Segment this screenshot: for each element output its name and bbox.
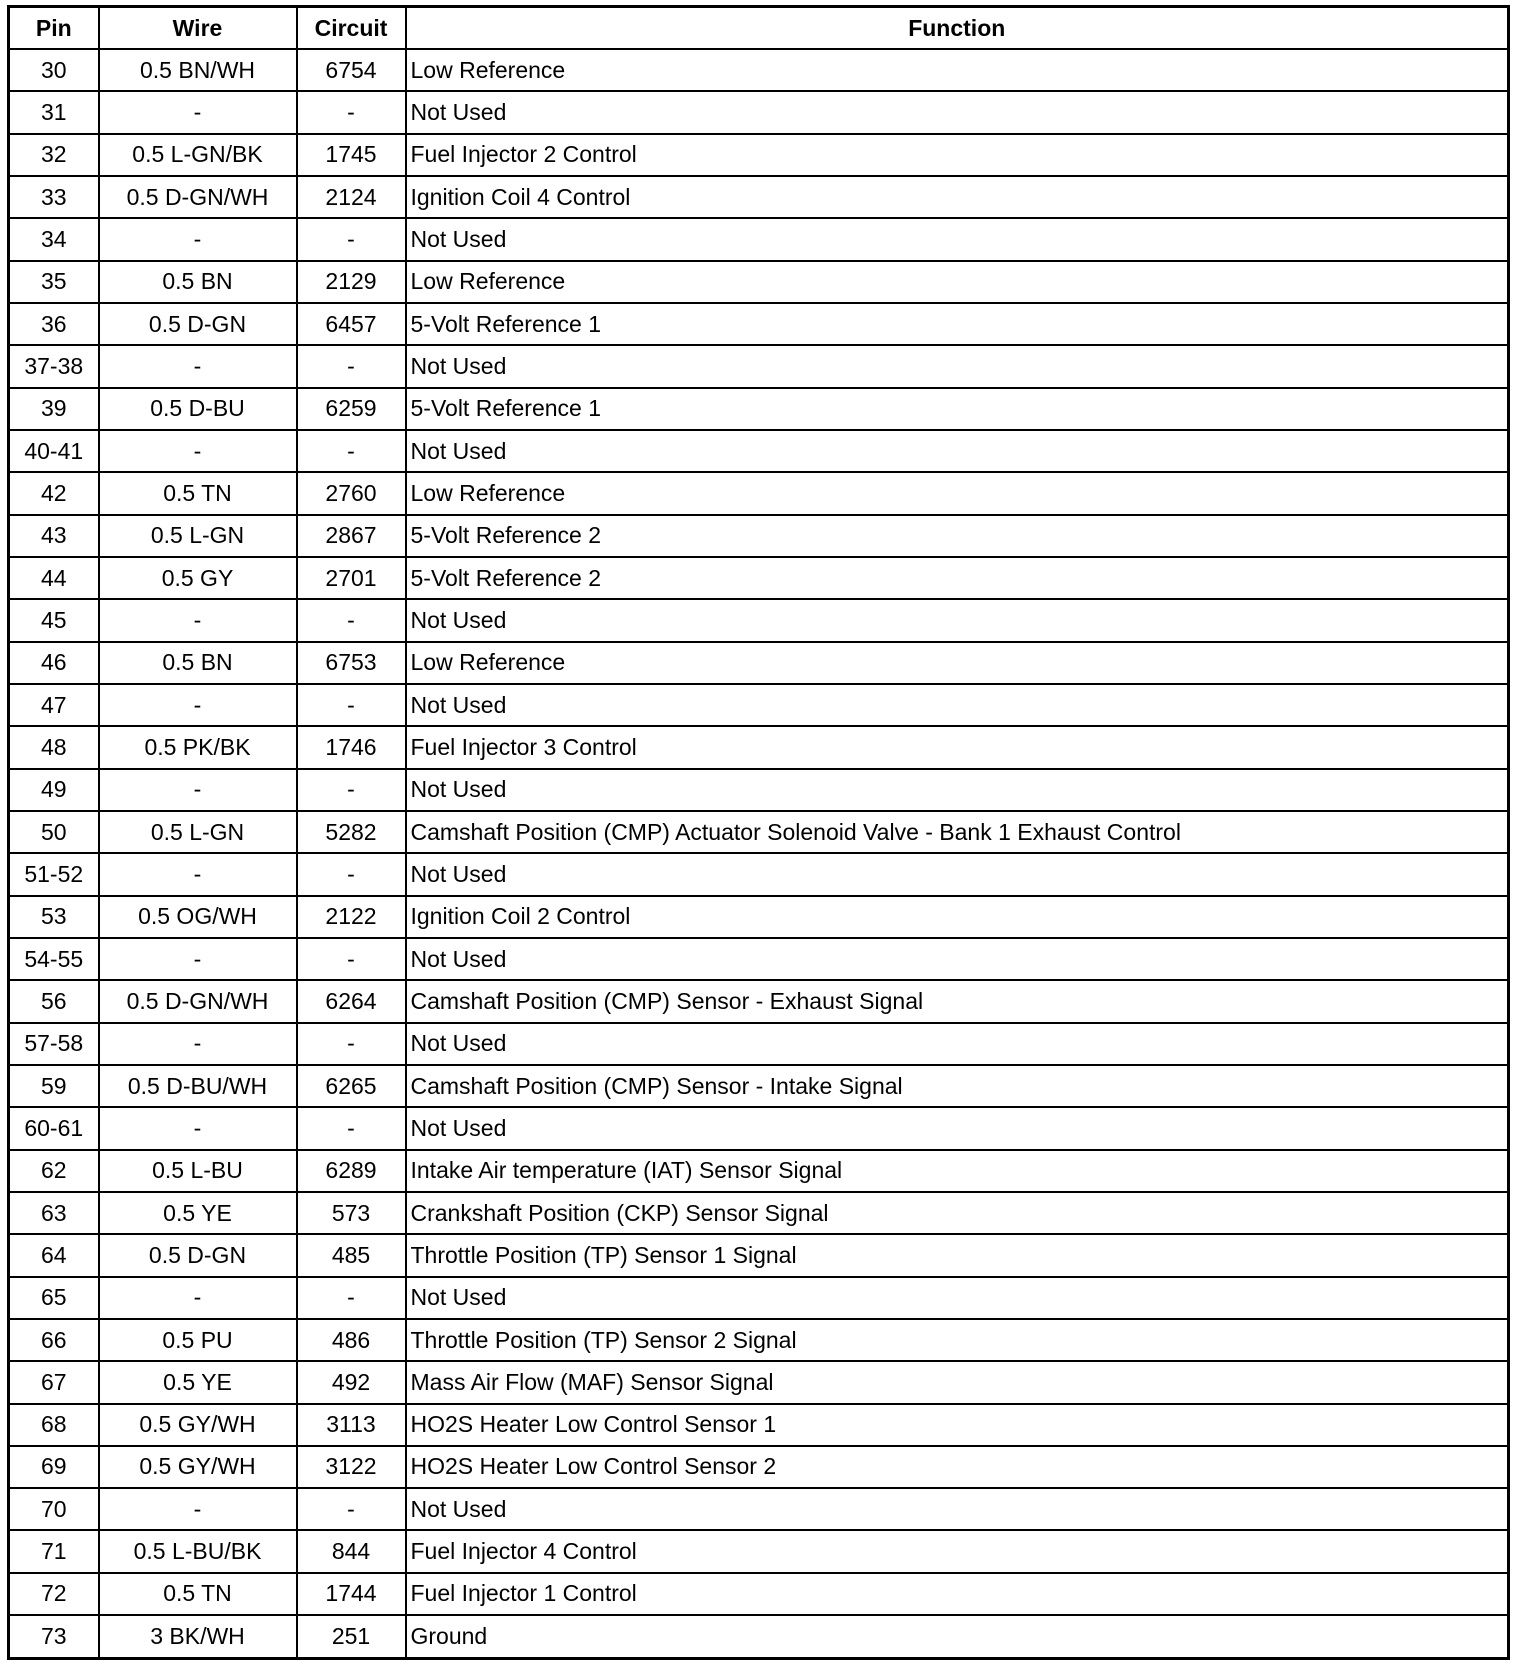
wire-cell: -: [99, 218, 297, 260]
pin-cell: 48: [9, 726, 99, 768]
table-row: [9, 218, 1509, 260]
wire-cell: -: [99, 599, 297, 641]
circuit-cell: 6265: [297, 1065, 406, 1107]
table-row: [9, 91, 1509, 133]
function-cell: Camshaft Position (CMP) Sensor - Exhaust Signal: [406, 980, 1509, 1022]
circuit-cell: -: [297, 1488, 406, 1530]
circuit-cell: 2867: [297, 515, 406, 557]
function-cell: Not Used: [406, 218, 1509, 260]
circuit-cell: 6457: [297, 303, 406, 345]
circuit-cell: 3113: [297, 1404, 406, 1446]
function-cell: Not Used: [406, 345, 1509, 387]
table-row: [9, 176, 1509, 218]
wire-cell: 0.5 L-GN/BK: [99, 134, 297, 176]
table-header-row: [9, 7, 1509, 50]
wire-cell: -: [99, 684, 297, 726]
wire-cell: -: [99, 1488, 297, 1530]
function-cell: HO2S Heater Low Control Sensor 1: [406, 1404, 1509, 1446]
circuit-cell: 1746: [297, 726, 406, 768]
table-row: [9, 388, 1509, 430]
circuit-cell: 2760: [297, 472, 406, 514]
function-cell: Low Reference: [406, 642, 1509, 684]
table-row: [9, 134, 1509, 176]
wire-cell: 0.5 OG/WH: [99, 896, 297, 938]
pin-cell: 60-61: [9, 1107, 99, 1149]
function-cell: Ignition Coil 4 Control: [406, 176, 1509, 218]
wire-cell: 0.5 L-GN: [99, 811, 297, 853]
table-row: [9, 1234, 1509, 1276]
pin-cell: 54-55: [9, 938, 99, 980]
table-row: [9, 599, 1509, 641]
circuit-cell: 2122: [297, 896, 406, 938]
function-cell: Not Used: [406, 1277, 1509, 1319]
header-wire: Wire: [99, 7, 297, 50]
table-row: [9, 1277, 1509, 1319]
pin-cell: 65: [9, 1277, 99, 1319]
circuit-cell: -: [297, 599, 406, 641]
circuit-cell: 6264: [297, 980, 406, 1022]
circuit-cell: -: [297, 430, 406, 472]
wire-cell: 0.5 D-GN: [99, 303, 297, 345]
pin-cell: 39: [9, 388, 99, 430]
circuit-cell: 2124: [297, 176, 406, 218]
function-cell: Not Used: [406, 684, 1509, 726]
wire-cell: 0.5 BN: [99, 261, 297, 303]
circuit-cell: 6753: [297, 642, 406, 684]
pin-cell: 44: [9, 557, 99, 599]
table-row: [9, 1065, 1509, 1107]
pin-cell: 46: [9, 642, 99, 684]
circuit-cell: 486: [297, 1319, 406, 1361]
wire-cell: 0.5 GY/WH: [99, 1404, 297, 1446]
pin-cell: 68: [9, 1404, 99, 1446]
table-row: [9, 1488, 1509, 1530]
table-row: [9, 726, 1509, 768]
table-row: [9, 684, 1509, 726]
function-cell: 5-Volt Reference 1: [406, 388, 1509, 430]
wire-cell: -: [99, 938, 297, 980]
function-cell: Fuel Injector 3 Control: [406, 726, 1509, 768]
function-cell: Not Used: [406, 1107, 1509, 1149]
pin-cell: 34: [9, 218, 99, 260]
table-row: [9, 896, 1509, 938]
wire-cell: -: [99, 1023, 297, 1065]
function-cell: Low Reference: [406, 261, 1509, 303]
pin-cell: 64: [9, 1234, 99, 1276]
wire-cell: -: [99, 1277, 297, 1319]
circuit-cell: 573: [297, 1192, 406, 1234]
function-cell: Mass Air Flow (MAF) Sensor Signal: [406, 1361, 1509, 1403]
table-row: [9, 811, 1509, 853]
circuit-cell: 251: [297, 1615, 406, 1658]
pin-cell: 57-58: [9, 1023, 99, 1065]
table-row: [9, 430, 1509, 472]
function-cell: Not Used: [406, 599, 1509, 641]
wire-cell: -: [99, 91, 297, 133]
function-cell: Throttle Position (TP) Sensor 2 Signal: [406, 1319, 1509, 1361]
pin-cell: 67: [9, 1361, 99, 1403]
circuit-cell: 492: [297, 1361, 406, 1403]
pin-cell: 62: [9, 1150, 99, 1192]
circuit-cell: 3122: [297, 1446, 406, 1488]
table-row: [9, 642, 1509, 684]
circuit-cell: 6754: [297, 49, 406, 91]
table-body: [9, 49, 1509, 1659]
table-row: [9, 980, 1509, 1022]
circuit-cell: 2129: [297, 261, 406, 303]
function-cell: 5-Volt Reference 2: [406, 515, 1509, 557]
wire-cell: 0.5 GY: [99, 557, 297, 599]
table-row: [9, 1150, 1509, 1192]
wire-cell: 0.5 TN: [99, 1573, 297, 1615]
pin-cell: 63: [9, 1192, 99, 1234]
table-row: [9, 345, 1509, 387]
pin-cell: 72: [9, 1573, 99, 1615]
wire-cell: -: [99, 430, 297, 472]
wire-cell: -: [99, 1107, 297, 1149]
function-cell: Fuel Injector 4 Control: [406, 1530, 1509, 1572]
function-cell: 5-Volt Reference 2: [406, 557, 1509, 599]
wire-cell: 0.5 D-GN: [99, 1234, 297, 1276]
wire-cell: 3 BK/WH: [99, 1615, 297, 1658]
circuit-cell: 5282: [297, 811, 406, 853]
circuit-cell: -: [297, 1277, 406, 1319]
circuit-cell: -: [297, 684, 406, 726]
function-cell: 5-Volt Reference 1: [406, 303, 1509, 345]
function-cell: Ignition Coil 2 Control: [406, 896, 1509, 938]
wire-cell: 0.5 BN/WH: [99, 49, 297, 91]
table-row: [9, 557, 1509, 599]
header-circuit: Circuit: [297, 7, 406, 50]
circuit-cell: 844: [297, 1530, 406, 1572]
pin-cell: 56: [9, 980, 99, 1022]
circuit-cell: -: [297, 1023, 406, 1065]
function-cell: Throttle Position (TP) Sensor 1 Signal: [406, 1234, 1509, 1276]
table-row: [9, 1361, 1509, 1403]
wire-cell: 0.5 TN: [99, 472, 297, 514]
function-cell: Not Used: [406, 430, 1509, 472]
circuit-cell: 6259: [297, 388, 406, 430]
function-cell: Not Used: [406, 769, 1509, 811]
function-cell: Not Used: [406, 91, 1509, 133]
table-row: [9, 1573, 1509, 1615]
wire-cell: 0.5 GY/WH: [99, 1446, 297, 1488]
circuit-cell: -: [297, 345, 406, 387]
table-row: [9, 49, 1509, 91]
wire-cell: 0.5 BN: [99, 642, 297, 684]
pin-cell: 43: [9, 515, 99, 557]
table-row: [9, 1615, 1509, 1658]
table-row: [9, 472, 1509, 514]
table-row: [9, 1530, 1509, 1572]
function-cell: Camshaft Position (CMP) Actuator Solenoid Valve - Bank 1 Exhaust Control: [406, 811, 1509, 853]
pin-cell: 53: [9, 896, 99, 938]
pin-cell: 59: [9, 1065, 99, 1107]
table-row: [9, 515, 1509, 557]
wire-cell: -: [99, 853, 297, 895]
circuit-cell: 1744: [297, 1573, 406, 1615]
wire-cell: 0.5 D-GN/WH: [99, 176, 297, 218]
pin-cell: 31: [9, 91, 99, 133]
wire-cell: 0.5 PK/BK: [99, 726, 297, 768]
pin-cell: 35: [9, 261, 99, 303]
table-row: [9, 1107, 1509, 1149]
pin-cell: 37-38: [9, 345, 99, 387]
function-cell: Fuel Injector 1 Control: [406, 1573, 1509, 1615]
wire-cell: -: [99, 345, 297, 387]
pin-cell: 32: [9, 134, 99, 176]
table-row: [9, 1404, 1509, 1446]
wire-cell: 0.5 L-GN: [99, 515, 297, 557]
table-row: [9, 938, 1509, 980]
connector-pinout-table: [7, 5, 1510, 1660]
pin-cell: 40-41: [9, 430, 99, 472]
pin-cell: 47: [9, 684, 99, 726]
function-cell: Fuel Injector 2 Control: [406, 134, 1509, 176]
circuit-cell: 2701: [297, 557, 406, 599]
pin-cell: 51-52: [9, 853, 99, 895]
wire-cell: 0.5 D-GN/WH: [99, 980, 297, 1022]
pin-cell: 50: [9, 811, 99, 853]
function-cell: Crankshaft Position (CKP) Sensor Signal: [406, 1192, 1509, 1234]
function-cell: Not Used: [406, 853, 1509, 895]
pin-cell: 49: [9, 769, 99, 811]
circuit-cell: -: [297, 938, 406, 980]
pin-cell: 66: [9, 1319, 99, 1361]
function-cell: Camshaft Position (CMP) Sensor - Intake Signal: [406, 1065, 1509, 1107]
table-row: [9, 853, 1509, 895]
table-row: [9, 261, 1509, 303]
circuit-cell: -: [297, 218, 406, 260]
wire-cell: 0.5 D-BU/WH: [99, 1065, 297, 1107]
table-row: [9, 303, 1509, 345]
function-cell: Low Reference: [406, 472, 1509, 514]
wire-cell: 0.5 YE: [99, 1192, 297, 1234]
function-cell: Ground: [406, 1615, 1509, 1658]
table-row: [9, 769, 1509, 811]
function-cell: HO2S Heater Low Control Sensor 2: [406, 1446, 1509, 1488]
wire-cell: 0.5 PU: [99, 1319, 297, 1361]
circuit-cell: -: [297, 853, 406, 895]
wire-cell: 0.5 L-BU/BK: [99, 1530, 297, 1572]
table-row: [9, 1192, 1509, 1234]
wire-cell: 0.5 YE: [99, 1361, 297, 1403]
pin-cell: 73: [9, 1615, 99, 1658]
pin-cell: 45: [9, 599, 99, 641]
circuit-cell: 485: [297, 1234, 406, 1276]
circuit-cell: -: [297, 91, 406, 133]
function-cell: Not Used: [406, 1023, 1509, 1065]
table-row: [9, 1446, 1509, 1488]
pin-cell: 30: [9, 49, 99, 91]
pin-cell: 33: [9, 176, 99, 218]
pin-cell: 42: [9, 472, 99, 514]
circuit-cell: -: [297, 769, 406, 811]
wire-cell: 0.5 D-BU: [99, 388, 297, 430]
function-cell: Not Used: [406, 1488, 1509, 1530]
pin-cell: 69: [9, 1446, 99, 1488]
circuit-cell: -: [297, 1107, 406, 1149]
header-pin: Pin: [9, 7, 99, 50]
table-row: [9, 1319, 1509, 1361]
function-cell: Low Reference: [406, 49, 1509, 91]
header-function: Function: [406, 7, 1509, 50]
pin-cell: 70: [9, 1488, 99, 1530]
function-cell: Not Used: [406, 938, 1509, 980]
wire-cell: -: [99, 769, 297, 811]
wire-cell: 0.5 L-BU: [99, 1150, 297, 1192]
pin-cell: 71: [9, 1530, 99, 1572]
circuit-cell: 6289: [297, 1150, 406, 1192]
circuit-cell: 1745: [297, 134, 406, 176]
table-row: [9, 1023, 1509, 1065]
function-cell: Intake Air temperature (IAT) Sensor Signal: [406, 1150, 1509, 1192]
pin-cell: 36: [9, 303, 99, 345]
